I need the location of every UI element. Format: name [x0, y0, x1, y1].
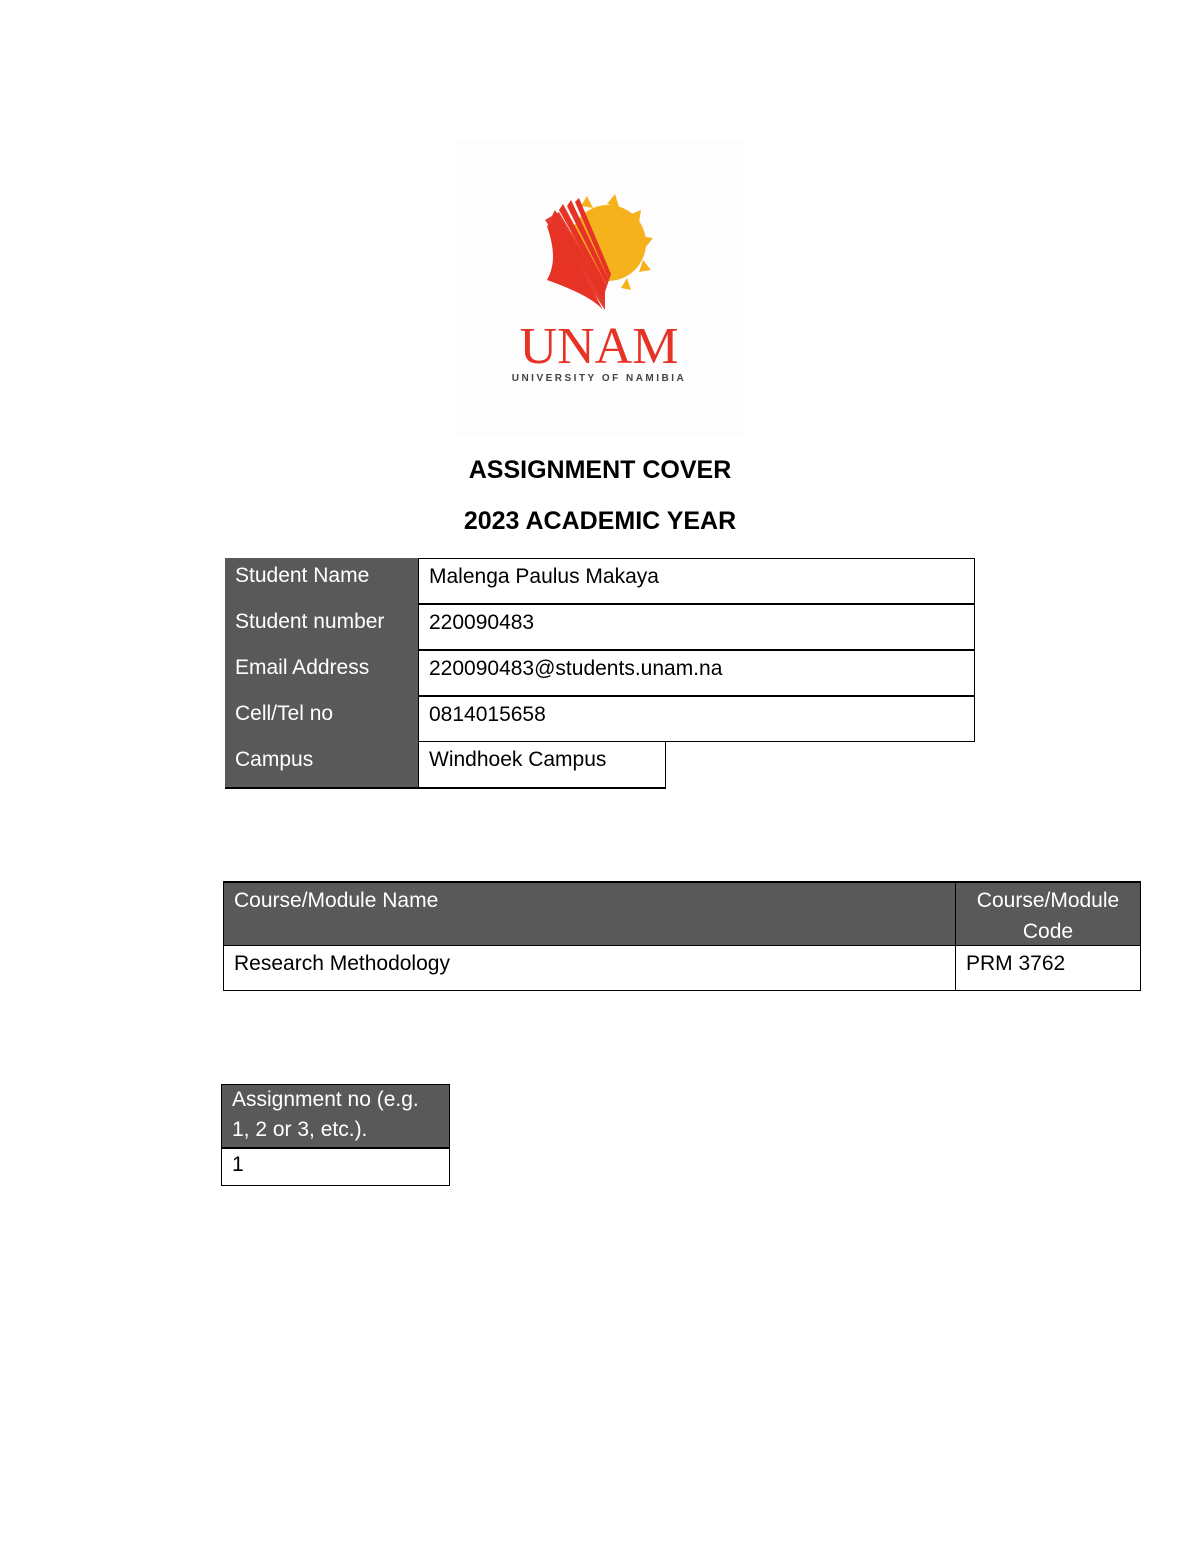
academic-year-title: 2023 ACADEMIC YEAR [463, 507, 737, 535]
cell-tel-value: 0814015658 [418, 696, 975, 742]
unam-logo-graphic [455, 140, 743, 436]
course-name-header: Course/Module Name [223, 881, 955, 945]
campus-value: Windhoek Campus [418, 742, 666, 788]
assignment-cover-title: ASSIGNMENT COVER [468, 456, 732, 484]
assignment-no-header: Assignment no (e.g. 1, 2 or 3, etc.). [221, 1084, 450, 1148]
course-name-value: Research Methodology [223, 945, 956, 991]
email-address-value: 220090483@students.unam.na [418, 650, 975, 696]
campus-label: Campus [225, 742, 418, 788]
table-bottom-border [225, 787, 666, 789]
student-name-value: Malenga Paulus Makaya [418, 558, 975, 604]
email-address-label: Email Address [225, 650, 418, 696]
student-number-label: Student number [225, 604, 418, 650]
student-number-value: 220090483 [418, 604, 975, 650]
unam-logo [455, 140, 743, 436]
logo-wordmark: UNAM [519, 318, 679, 375]
assignment-no-value: 1 [221, 1148, 450, 1186]
course-code-header: Course/Module Code [955, 881, 1141, 945]
logo-subtitle: UNIVERSITY OF NAMIBIA [511, 373, 687, 384]
course-code-value: PRM 3762 [955, 945, 1141, 991]
student-name-label: Student Name [225, 558, 418, 604]
cell-tel-label: Cell/Tel no [225, 696, 418, 742]
